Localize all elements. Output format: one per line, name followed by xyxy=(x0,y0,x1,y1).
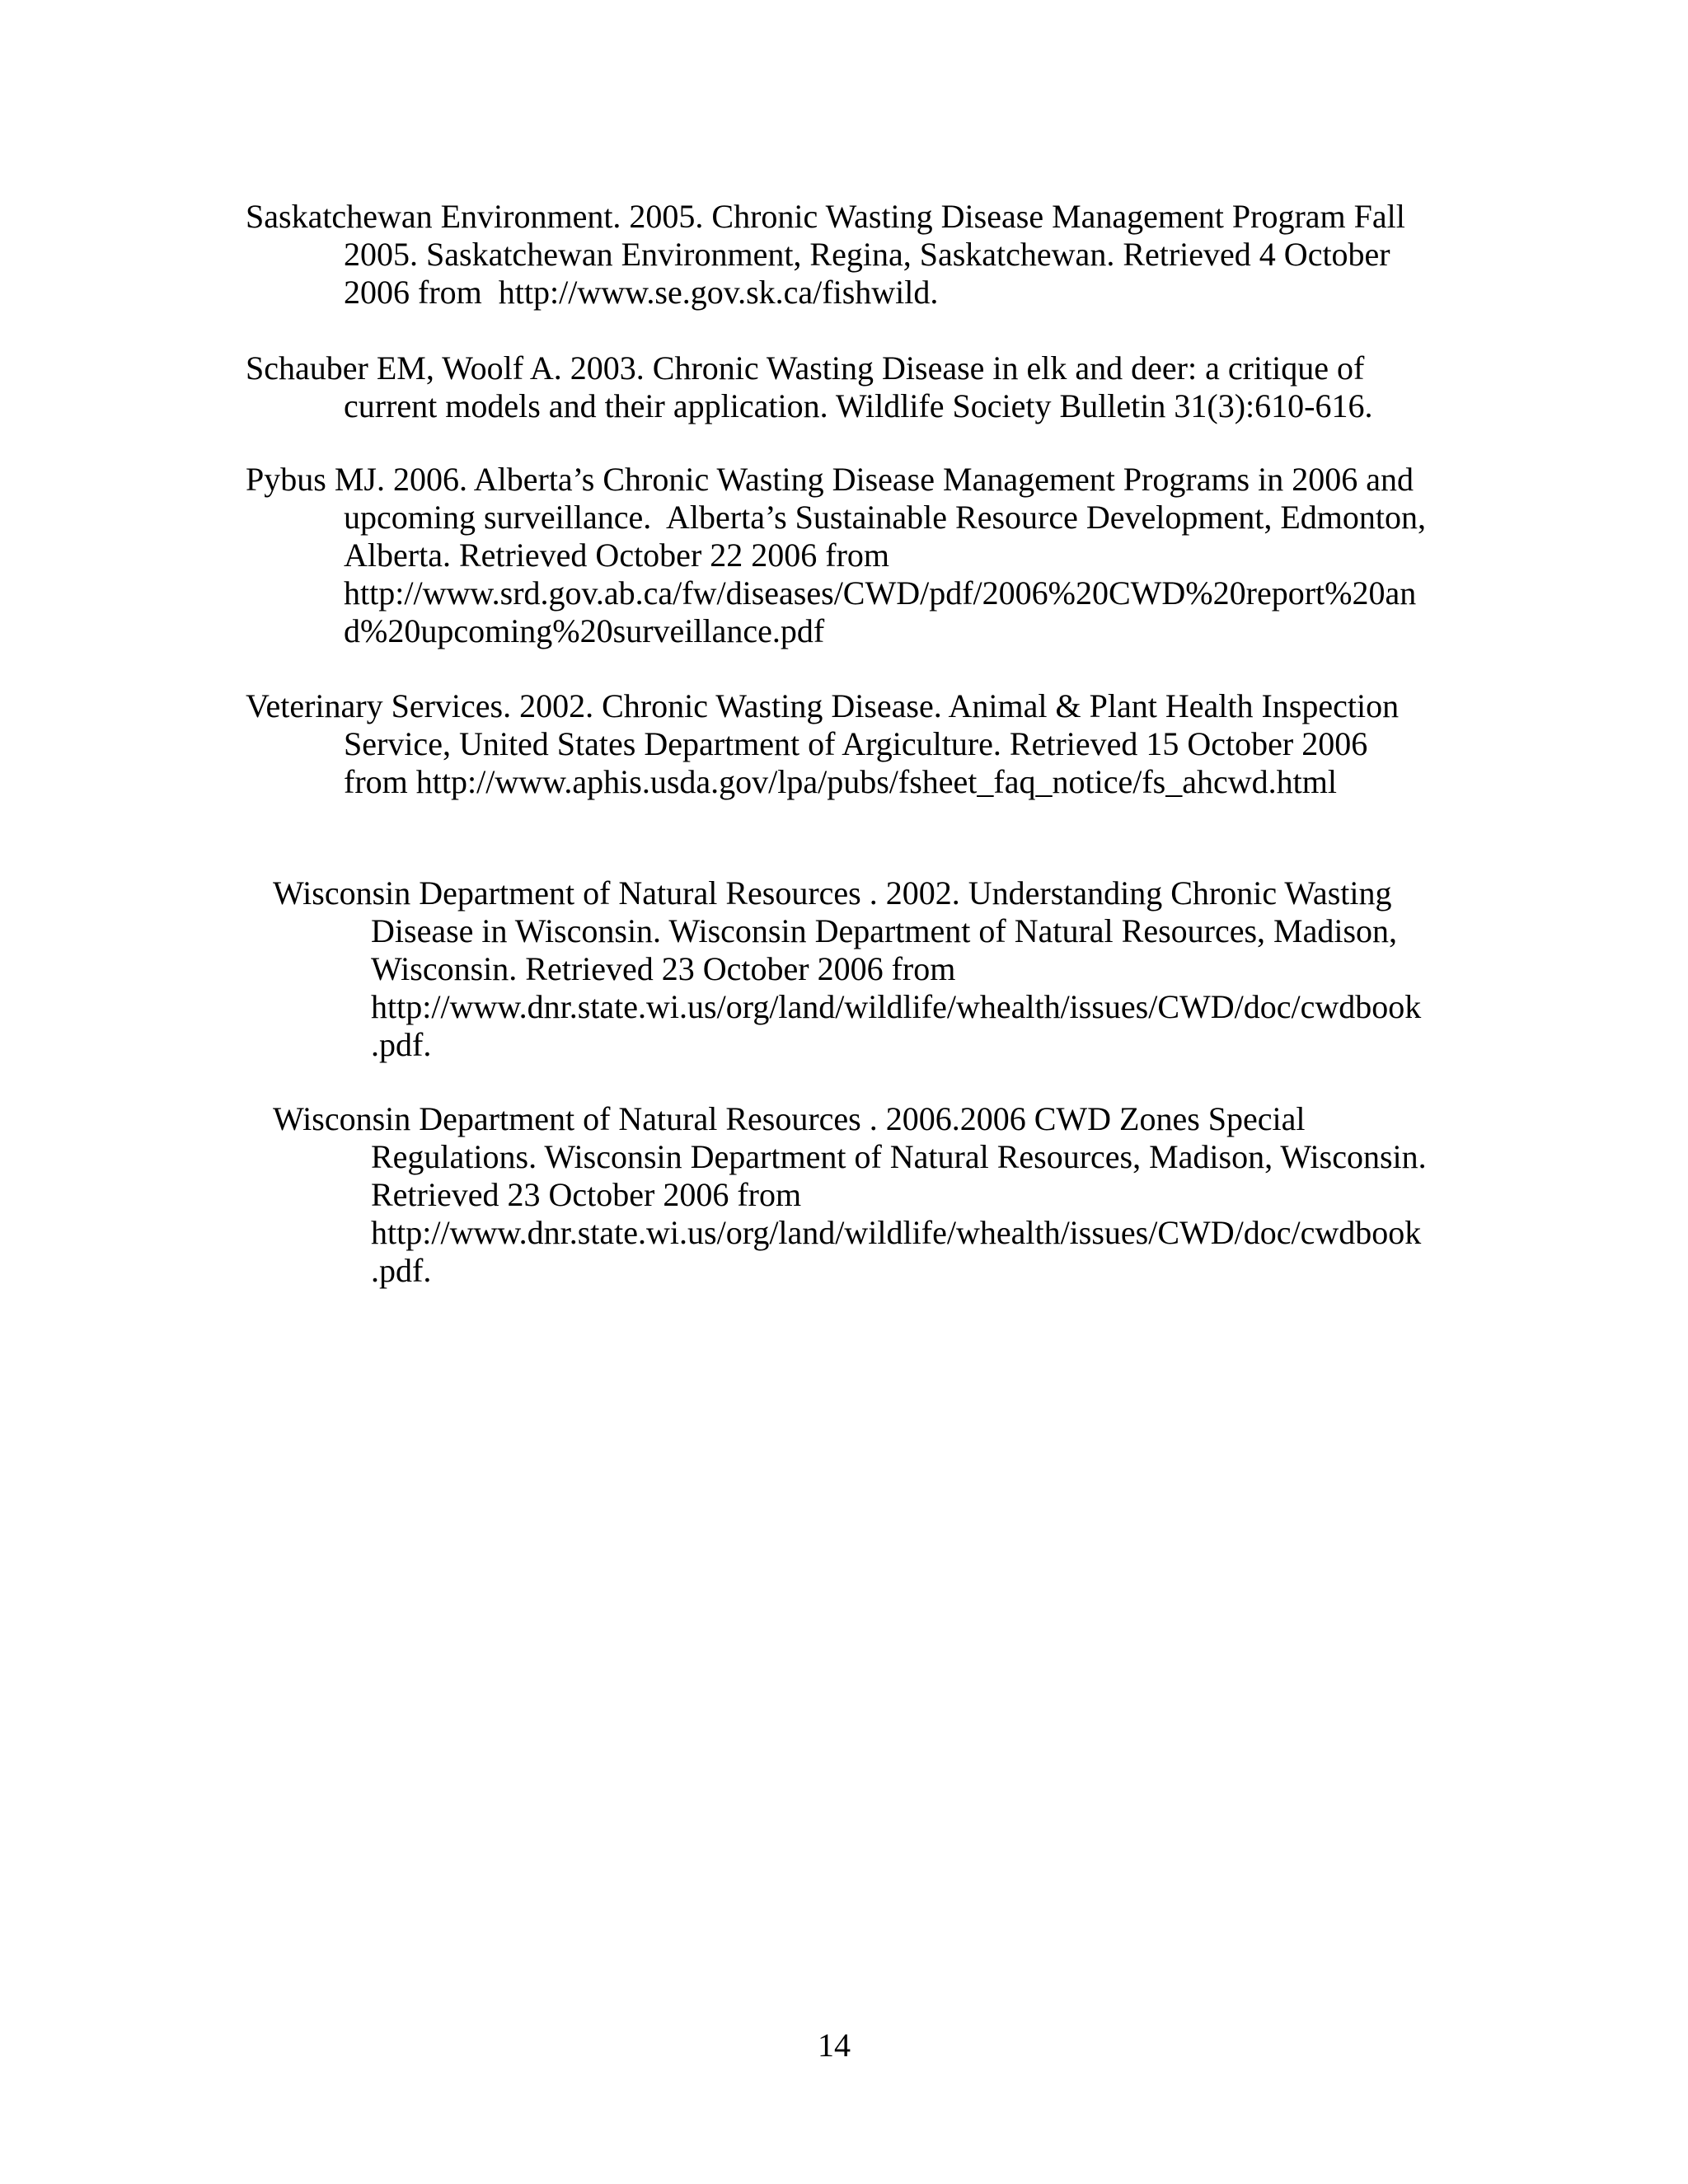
page-number: 14 xyxy=(818,2027,851,2064)
reference-first-line: Wisconsin Department of Natural Resources . 2002. Understanding Chronic Wasting xyxy=(273,874,1392,912)
reference-continuation-line: Service, United States Department of Argiculture. Retrieved 15 October 2006 xyxy=(344,725,1368,762)
reference-entry xyxy=(246,198,1405,312)
reference-continuation-line: .pdf. xyxy=(371,1026,432,1063)
reference-continuation-line: Regulations. Wisconsin Department of Natural Resources, Madison, Wisconsin. xyxy=(371,1138,1427,1175)
reference-entry xyxy=(246,349,1372,425)
reference-first-line: Pybus MJ. 2006. Alberta’s Chronic Wasting Disease Management Programs in 2006 and xyxy=(246,461,1414,498)
reference-entry xyxy=(273,1100,1427,1290)
reference-entry xyxy=(246,687,1399,801)
reference-continuation-line: current models and their application. Wildlife Society Bulletin 31(3):610-616. xyxy=(344,387,1373,424)
reference-entry xyxy=(246,461,1426,650)
reference-entry xyxy=(273,874,1421,1064)
reference-first-line: Saskatchewan Environment. 2005. Chronic Wasting Disease Management Program Fall xyxy=(246,198,1405,235)
reference-continuation-line: 2006 from http://www.se.gov.sk.ca/fishwild. xyxy=(344,274,939,311)
reference-continuation-line: Wisconsin. Retrieved 23 October 2006 from xyxy=(371,950,956,987)
reference-continuation-line: http://www.dnr.state.wi.us/org/land/wildlife/whealth/issues/CWD/doc/cwdbook xyxy=(371,1214,1422,1251)
reference-first-line: Veterinary Services. 2002. Chronic Wasting Disease. Animal & Plant Health Inspection xyxy=(246,687,1400,724)
reference-continuation-line: upcoming surveillance. Alberta’s Sustainable Resource Development, Edmonton, xyxy=(344,499,1427,536)
reference-continuation-line: d%20upcoming%20surveillance.pdf xyxy=(344,612,825,649)
reference-continuation-line: http://www.dnr.state.wi.us/org/land/wildlife/whealth/issues/CWD/doc/cwdbook xyxy=(371,988,1422,1025)
reference-continuation-line: from http://www.aphis.usda.gov/lpa/pubs/fsheet_faq_notice/fs_ahcwd.html xyxy=(344,763,1337,800)
reference-continuation-line: http://www.srd.gov.ab.ca/fw/diseases/CWD/pdf/2006%20CWD%20report%20an xyxy=(344,574,1417,612)
reference-continuation-line: .pdf. xyxy=(371,1252,432,1289)
reference-continuation-line: 2005. Saskatchewan Environment, Regina, Saskatchewan. Retrieved 4 October xyxy=(344,236,1390,273)
reference-continuation-line: Retrieved 23 October 2006 from xyxy=(371,1176,802,1213)
reference-continuation-line: Alberta. Retrieved October 22 2006 from xyxy=(344,537,890,574)
reference-first-line: Wisconsin Department of Natural Resources . 2006.2006 CWD Zones Special xyxy=(273,1100,1306,1137)
reference-first-line: Schauber EM, Woolf A. 2003. Chronic Wasting Disease in elk and deer: a critique of xyxy=(246,349,1365,387)
reference-continuation-line: Disease in Wisconsin. Wisconsin Department of Natural Resources, Madison, xyxy=(371,912,1398,949)
